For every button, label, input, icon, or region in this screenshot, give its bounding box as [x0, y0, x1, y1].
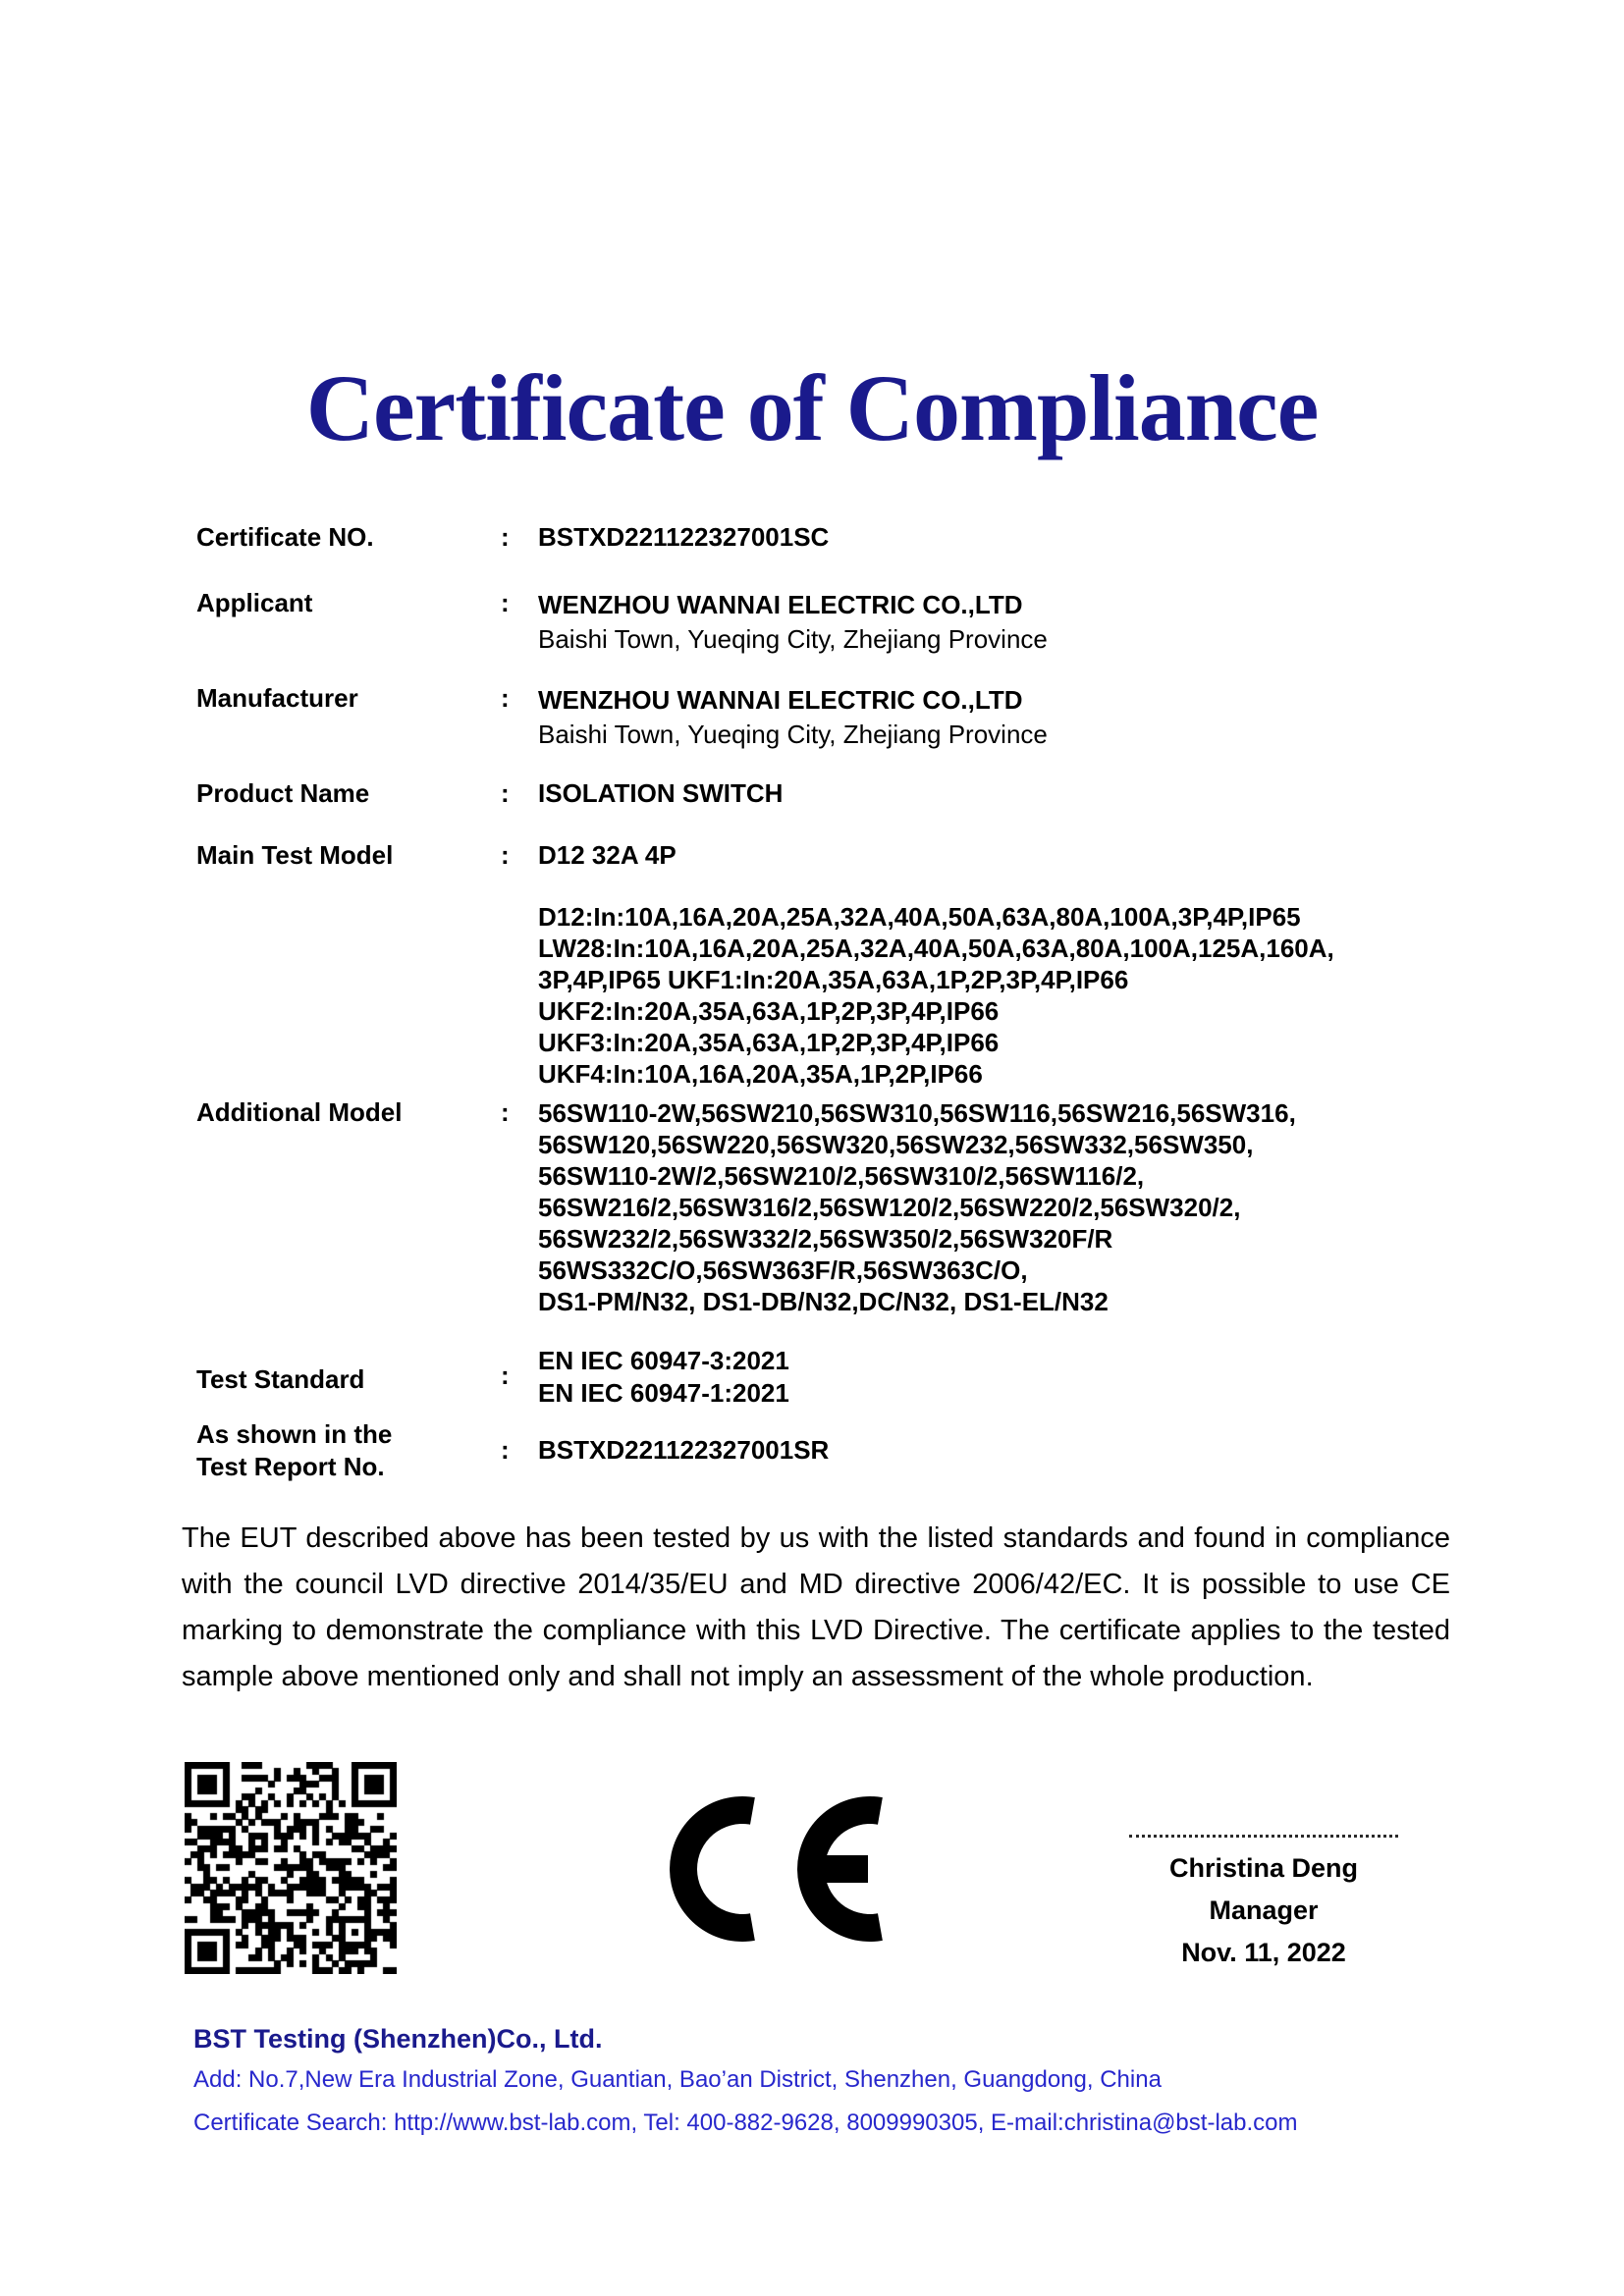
manufacturer-address: Baishi Town, Yueqing City, Zhejiang Province	[538, 720, 1048, 749]
signature-block	[1091, 1828, 1436, 1974]
certificate-no-value: BSTXD221122327001SC	[538, 522, 830, 552]
additional-model-line: 56SW216/2,56SW316/2,56SW120/2,56SW220/2,56SW320/2,	[538, 1193, 1241, 1222]
applicant-company: WENZHOU WANNAI ELECTRIC CO.,LTD	[538, 590, 1023, 619]
model-detail-line: LW28:In:10A,16A,20A,25A,32A,40A,50A,63A,80A,100A,125A,160A,	[538, 934, 1334, 963]
colon-separator: :	[501, 1435, 510, 1465]
main-test-model-label: Main Test Model	[196, 840, 394, 870]
test-report-label	[196, 1418, 520, 1483]
product-name-label: Product Name	[196, 778, 370, 808]
additional-model-lines	[538, 1097, 1296, 1317]
test-report-label-line1: As shown in the	[196, 1419, 393, 1449]
colon-separator: :	[501, 1361, 510, 1390]
model-detail-line: UKF2:In:20A,35A,63A,1P,2P,3P,4P,IP66	[538, 996, 1000, 1026]
additional-model-line: 56SW110-2W,56SW210,56SW310,56SW116,56SW216,56SW316,	[538, 1098, 1296, 1128]
test-standard-lines	[538, 1345, 789, 1410]
colon-separator: :	[501, 522, 510, 552]
qr-code	[185, 1762, 397, 1974]
test-standard-label: Test Standard	[196, 1364, 365, 1394]
additional-model-line: 56SW110-2W/2,56SW210/2,56SW310/2,56SW116/2,	[538, 1161, 1145, 1191]
manufacturer-value	[538, 683, 1048, 752]
colon-separator: :	[501, 588, 510, 617]
colon-separator: :	[501, 778, 510, 808]
test-report-value: BSTXD221122327001SR	[538, 1435, 830, 1465]
model-detail-line: UKF3:In:20A,35A,63A,1P,2P,3P,4P,IP66	[538, 1028, 1000, 1057]
test-standard-line: EN IEC 60947-3:2021	[538, 1346, 789, 1375]
product-name-value: ISOLATION SWITCH	[538, 778, 784, 808]
test-standard-line: EN IEC 60947-1:2021	[538, 1378, 789, 1408]
compliance-statement: The EUT described above has been tested by us with the listed standards and found in compliance with the council LVD directive 2014/35/EU and MD directive 2006/42/EC. It is possible to use CE marking to demonstrate the compliance with this LVD Directive. The certificate applies to the tested sample above mentioned only and shall not imply an assessment of the whole production.	[182, 1522, 1450, 1692]
model-detail-line: UKF4:In:10A,16A,20A,35A,1P,2P,IP66	[538, 1059, 983, 1089]
additional-model-line: 56SW120,56SW220,56SW320,56SW232,56SW332,56SW350,	[538, 1130, 1254, 1159]
additional-model-label: Additional Model	[196, 1097, 403, 1127]
main-test-model-value: D12 32A 4P	[538, 840, 677, 870]
certificate-no-label: Certificate NO.	[196, 522, 374, 552]
signatory-name: Christina Deng	[1168, 1853, 1359, 1883]
colon-separator: :	[501, 840, 510, 870]
ce-mark-icon	[670, 1796, 884, 1942]
applicant-label: Applicant	[196, 588, 313, 617]
applicant-address: Baishi Town, Yueqing City, Zhejiang Province	[538, 624, 1048, 654]
lab-contact-line: Certificate Search: http://www.bst-lab.com, Tel: 400-882-9628, 8009990305, E-mail:christina@bst-lab.com	[193, 2109, 1298, 2136]
additional-model-line: 56WS332C/O,56SW363F/R,56SW363C/O,	[538, 1255, 1028, 1285]
manufacturer-label: Manufacturer	[196, 683, 358, 713]
additional-model-line: DS1-PM/N32, DS1-DB/N32,DC/N32, DS1-EL/N32	[538, 1287, 1109, 1316]
page-title: Certificate of Compliance	[305, 355, 1319, 460]
manufacturer-company: WENZHOU WANNAI ELECTRIC CO.,LTD	[538, 685, 1023, 715]
colon-separator: :	[501, 1097, 510, 1127]
signature-dotted-line	[1129, 1835, 1398, 1838]
lab-company-name: BST Testing (Shenzhen)Co., Ltd.	[193, 2024, 603, 2054]
additional-model-line: 56SW232/2,56SW332/2,56SW350/2,56SW320F/R	[538, 1224, 1113, 1254]
applicant-value	[538, 588, 1048, 657]
model-detail-lines	[538, 901, 1334, 1090]
model-detail-line: D12:In:10A,16A,20A,25A,32A,40A,50A,63A,80A,100A,3P,4P,IP65	[538, 902, 1301, 932]
colon-separator: :	[501, 683, 510, 713]
test-report-label-line2: Test Report No.	[196, 1452, 385, 1481]
signatory-role: Manager	[1209, 1896, 1319, 1925]
signature-date: Nov. 11, 2022	[1181, 1938, 1346, 1967]
model-detail-line: 3P,4P,IP65 UKF1:In:20A,35A,63A,1P,2P,3P,4P,IP66	[538, 965, 1129, 994]
lab-address: Add: No.7,New Era Industrial Zone, Guantian, Bao’an District, Shenzhen, Guangdong, China	[193, 2066, 1162, 2093]
